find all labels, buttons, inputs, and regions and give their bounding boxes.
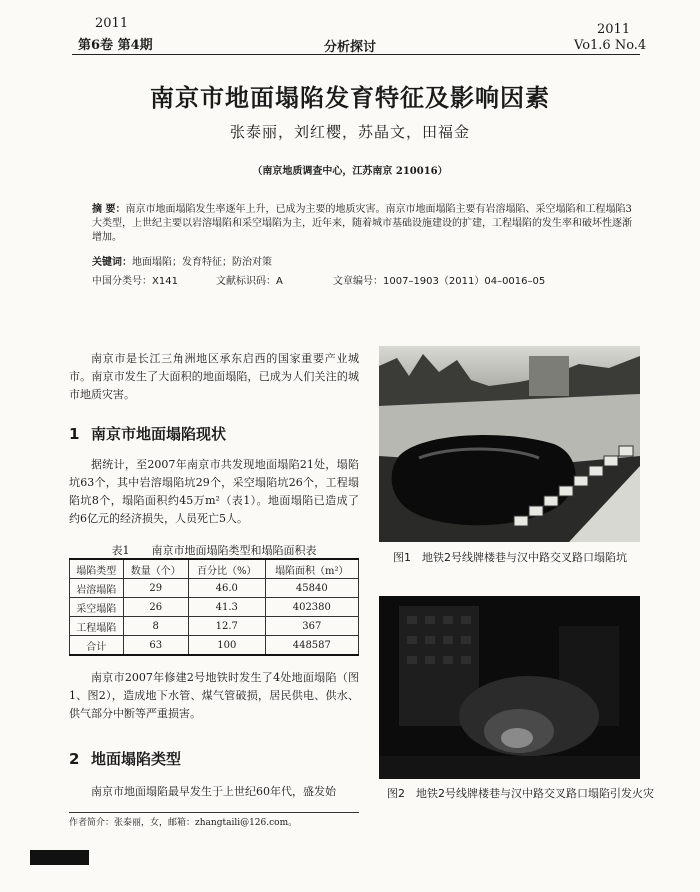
- header-left-volume: 第6卷 第4期: [78, 38, 153, 53]
- table-header-row: [70, 559, 359, 579]
- table-cell: 63: [123, 636, 188, 656]
- paragraph-types: 南京市地面塌陷最早发生于上世纪60年代，盛发始: [91, 785, 336, 798]
- table-header-cell: 百分比（%）: [188, 559, 265, 579]
- table-cell: 45840: [265, 579, 358, 598]
- figure-2-photo: [379, 596, 640, 779]
- table-cell: 8: [123, 617, 188, 636]
- affiliation: （南京地质调查中心，江苏南京 210016）: [252, 166, 448, 177]
- page-edge-bar: [30, 850, 89, 865]
- table-row: [70, 579, 359, 598]
- document-code: 文献标识码：A: [216, 276, 283, 287]
- abstract-text: 南京市地面塌陷发生率逐年上升，已成为主要的地质灾害。南京市地面塌陷主要有岩溶塌陷、采空塌陷和工程塌陷3大类型，上世纪主要以岩溶塌陷和采空塌陷为主，近年来，随着城市基础设施建设的扩建，工程塌陷的发生率和破坏性逐渐增加。: [92, 204, 632, 243]
- table-cell: 402380: [265, 598, 358, 617]
- section-2-heading: [69, 748, 181, 769]
- section-1-title: 南京市地面塌陷现状: [91, 425, 227, 443]
- table-cell: 448587: [265, 636, 358, 656]
- keywords: [92, 253, 632, 268]
- section-1-heading: [69, 423, 226, 444]
- table-header-cell: 数量（个）: [123, 559, 188, 579]
- table-header-cell: 塌陷类型: [70, 559, 124, 579]
- table-cell: 41.3: [188, 598, 265, 617]
- table-header-cell: 塌陷面积（m²）: [265, 559, 358, 579]
- intro-paragraph: 南京市是长江三角洲地区承东启西的国家重要产业城市。南京市发生了大面积的地面塌陷，已成为人们关注的城市地质灾害。: [69, 352, 359, 401]
- table-cell: 29: [123, 579, 188, 598]
- table-cell: 岩溶塌陷: [70, 579, 124, 598]
- section-2-number: 2: [69, 750, 80, 768]
- figure-1-caption: 图1 地铁2号线牌楼巷与汉中路交叉路口塌陷坑: [393, 551, 627, 564]
- figure-2-caption: 图2 地铁2号线牌楼巷与汉中路交叉路口塌陷引发火灾: [387, 787, 654, 800]
- header-section: 分析探讨: [323, 40, 376, 55]
- header-right-volume: Vo1.6 No.4: [574, 38, 647, 53]
- section-2-title: 地面塌陷类型: [91, 750, 182, 768]
- table-cell: 46.0: [188, 579, 265, 598]
- keywords-label: 关键词：: [92, 257, 132, 268]
- paragraph-statistics: 据统计，至2007年南京市共发现地面塌陷21处，塌陷坑63个，其中岩溶塌陷坑29个，采空塌陷坑26个，工程塌陷坑8个，塌陷面积约45万m²（表1）。地面塌陷已造成了约6亿元的经济损失，人员死亡5人。: [69, 458, 359, 525]
- header-rule: [72, 54, 640, 55]
- abstract-label: 摘 要：: [92, 204, 126, 215]
- table-row: [70, 617, 359, 636]
- table-cell: 26: [123, 598, 188, 617]
- clc-number: 中国分类号：X141: [92, 276, 178, 287]
- table-total-row: [70, 636, 359, 656]
- table-cell: 合计: [70, 636, 124, 656]
- table-cell: 工程塌陷: [70, 617, 124, 636]
- figure-1-photo: [379, 346, 640, 542]
- article-number: 文章编号：1007–1903（2011）04–0016–05: [333, 276, 546, 287]
- table-1-caption: 表1 南京市地面塌陷类型和塌陷面积表: [111, 544, 317, 557]
- footnote-rule: [69, 812, 359, 813]
- header-right-year: 2011: [597, 22, 631, 37]
- table-cell: 12.7: [188, 617, 265, 636]
- table-cell: 100: [188, 636, 265, 656]
- authors: 张泰丽，刘红樱，苏晶文，田福金: [229, 123, 470, 141]
- table-cell: 367: [265, 617, 358, 636]
- paragraph-metro: 南京市2007年修建2号地铁时发生了4处地面塌陷（图1、图2），造成地下水管、煤气管破损，居民供电、供水、供气部分中断等严重损害。: [69, 671, 359, 720]
- table-cell: 采空塌陷: [70, 598, 124, 617]
- paper-title: 南京市地面塌陷发育特征及影响因素: [150, 84, 550, 112]
- table-row: [70, 598, 359, 617]
- footnote: 作者简介：张泰丽，女，邮箱：zhangtaili@126.com。: [69, 818, 298, 828]
- section-1-number: 1: [69, 425, 80, 443]
- keywords-text: 地面塌陷；发育特征；防治对策: [132, 257, 272, 268]
- abstract: [92, 203, 632, 245]
- table-1: [69, 558, 359, 656]
- header-left-year: 2011: [95, 16, 129, 31]
